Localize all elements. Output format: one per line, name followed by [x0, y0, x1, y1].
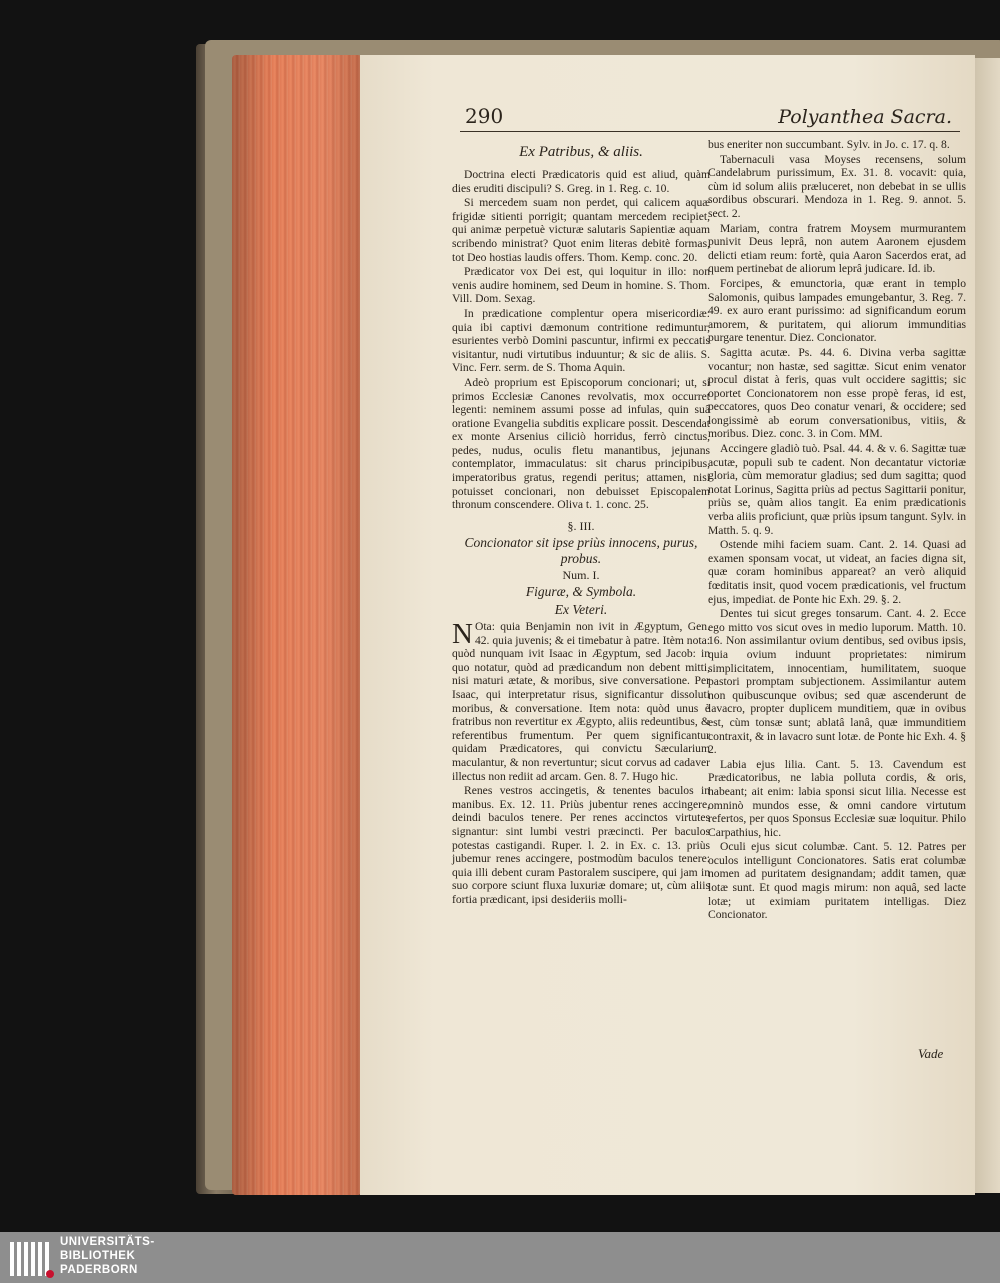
running-title: Polyanthea Sacra. [778, 106, 952, 128]
paragraph: In prædicatione complentur opera misericordiæ: quia ibi captivi dæmonum contritione redimuntur, esurientes verbò Domini pascuntur, infirmi ex peccatis visitantur, nudi virtutibus induuntur; & sic de aliis. S. Vinc. Ferr. serm. de S. Thoma Aquin. [452, 306, 710, 375]
section-number: §. III. [567, 518, 595, 533]
paragraph: Ostende mihi faciem suam. Cant. 2. 14. Quasi ad examen sponsam vocat, ut videat, an facies digna sit, quæ coram hominibus appareat? an verò aliquid fœditatis insit, quod vocem prædicationis, vel fructum ejus, impediat. de Ponte hic Exh. 29. §. 2. [708, 538, 966, 606]
paragraph: Tabernaculi vasa Moyses recensens, solum Candelabrum purissimum, Ex. 31. 8. vocavit: quia, cùm id solum aliis præluceret, non debebat in se ullis sordibus obscurari. Mendoza in 1. Reg. 9. annot. 5. sect. 2. [708, 152, 966, 220]
paragraph: Doctrina electi Prædicatoris quid est aliud, quàm dies eruditi discipuli? S. Greg. in 1. Reg. c. 10. [452, 168, 710, 195]
paragraph: bus eneriter non succumbant. Sylv. in Jo. c. 17. q. 8. [708, 138, 950, 151]
paragraph: Labia ejus lilia. Cant. 5. 13. Cavendum est Prædicatoribus, ne labia polluta cordis, & oris, habeant; ait enim: labia sponsi sicut lilia. Necesse est omninò mundos esse, & omni candore virtutum refertos, per quos Sponsus Ecclesiæ suæ loquitur. Philo Carpathius, hic. [708, 757, 966, 839]
page-number: 290 [465, 104, 504, 128]
ex-veteri-heading: Ex Veteri. [554, 602, 608, 618]
library-footer [0, 1232, 1000, 1283]
library-name-line: BIBLIOTHEK [60, 1250, 136, 1262]
section-heading: Ex Patribus, & aliis. [519, 144, 643, 160]
figurae-heading: Figuræ, & Symbola. [525, 584, 637, 600]
paragraph: Forcipes, & emunctoria, quæ erant in templo Salomonis, quibus lampades emungebantur, 3. Reg. 7. 49. ex auro erant purissimo: ad significandum eorum amorem, & puritatem, qui aliorum immunditias purgare tenentur. Diez. Concionator. [708, 276, 966, 345]
num-label: Num. I. [562, 568, 600, 583]
page-header [460, 104, 960, 130]
paragraph: Si mercedem suam non perdet, qui calicem aquæ frigidæ sitienti porrigit; quantam mercedem recipiet, qui animæ perpetuè victuræ salutaris Sapientiæ aquam scribendo ministrat? Quot enim literas debitè formas, tot Deo hostias laudis offers. Thom. Kemp. conc. 20. [452, 196, 710, 264]
paragraph: Prædicator vox Dei est, qui loquitur in illo: non venis audire hominem, sed Deum in homine. S. Thom. Vill. Dom. Sexag. [452, 265, 710, 306]
facing-page-edge [975, 58, 1000, 1193]
paragraph-text: Ota: quia Benjamin non ivit in Ægyptum, Gen. 42. quia juvenis; & ei timebatur à patre. Itèm nota: quòd nunquam ivit Isaac in Ægyptum, sed Jacob: in quo notatur, quòd ad prædicandum non debent mitti, nisi maturi ætate, & moribus, sive conversatione. Per Isaac, qui interpretatur risus, significantur dissoluti moribus, & conversatione. Item nota: quòd unus è fratribus non revertitur ex Ægypto, aliis redeuntibus, & referentibus frumentum. Per quem significantur quidam Prædicatores, qui convictu Sæcularium maculantur, & non revertuntur; sicut corvus ad cadaver illectus non rediit ad arcam. Gen. 8. 7. Hugo hic. [452, 620, 710, 783]
header-rule [460, 131, 960, 132]
library-logo-icon [8, 1236, 56, 1280]
paragraph: Dentes tui sicut greges tonsarum. Cant. 4. 2. Ecce ego mitto vos sicut oves in medio luporum. Matth. 10. 16. Non assimilantur ovium dentibus, sed ovibus ipsis, quia ovium induunt proprietates: nimirum simplicitatem, innocentiam, humilitatem, suoque pastori promptam subjectionem. Assimilantur autem non quibuscunque ovibus; sed quæ ascenderunt de lavacro, propter duplicem munditiem, quæ in ovibus est, cùm tonsæ sunt; ablatâ lanâ, quæ immunditiem contraxit, & in lavacro sunt lotæ. de Ponte hic Exh. 4. § 2. [708, 607, 966, 757]
paragraph: Mariam, contra fratrem Moysem murmurantem punivit Deus leprâ, non autem Aaronem ejusdem delicti etiam reum: fortè, quia Aaron Sacerdos erat, ad quem pertinebat de aliorum leprâ judicare. Id. ib. [708, 221, 966, 276]
paragraph: Accingere gladiò tuò. Psal. 44. 4. & v. 6. Sagittæ tuæ acutæ, populi sub te cadent. Non decantatur victoriæ gloria, cùm memoratur gladius; sed dum sagitta; quod notat Lorinus, Sagitta priùs ad pectus Sagittarii ponitur, priùs se, quàm alios tangit. Ea enim prædicationis verba aliis proficiunt, quæ priùs ipsum tangunt. Sylv. in Matth. 5. q. 9. [708, 442, 966, 537]
library-name-line: PADERBORN [60, 1264, 138, 1276]
library-name-line: UNIVERSITÄTS- [60, 1236, 155, 1248]
paragraph: Sagitta acutæ. Ps. 44. 6. Divina verba sagittæ vocantur; non hastæ, sed sagittæ. Sicut enim venator procul distat à feris, quas vult occidere sagittis; sic oportet Concionatorem non esse propè feras, id est, peccatores, quos Deo conatur venari, & occidere; sed longissimè ab eorum conversationibus, vitiis, & moribus. Diez. conc. 3. in Com. MM. [708, 345, 966, 441]
paragraph-with-dropcap [452, 620, 710, 783]
library-name [60, 1235, 155, 1277]
catchword: Vade [918, 1046, 944, 1061]
paragraph: Adeò proprium est Episcoporum concionari; ut, si primos Ecclesiæ Canones revolvatis, mox occurret legenti: neminem assumi posse ad infulas, quin suâ oratione Evangelia subditis explicare possit. Descendat ex monte Arsenius ciliciò horridus, ferrò cinctus, pedes, nudus, oculis fletu manantibus, jejunans contemplator, immaculatus: sit charus principibus, imperatoribus gratus, regendi peritus; attamen, nisi potuisset concionari, non debuisset Episcopalem thronum conscendere. Oliva t. 1. conc. 25. [452, 375, 710, 512]
drop-cap: N [452, 618, 473, 651]
left-column [452, 138, 710, 908]
paragraph: Renes vestros accingetis, & tenentes baculos in manibus. Ex. 12. 11. Priùs jubentur renes accingere, deindi baculos tenere. Per renes accinctos virtutes signantur: sint lumbi vestri præcincti. Per baculos potestas castigandi. Ruper. l. 2. in Ex. c. 13. priùs jubemur renes accingere, postmodùm baculos tenere: quia illi debent curam Pastoralem suscipere, qui jam in suo corpore sciunt fluxa luxuriæ domare; ut, cùm aliis fortia prædicant, ipsi desideriis molli- [452, 784, 710, 906]
right-column [708, 138, 966, 923]
section-title: Concionator sit ipse priùs innocens, purus, probus. [464, 535, 698, 567]
paragraph: Oculi ejus sicut columbæ. Cant. 5. 12. Patres per oculos intelligunt Concionatores. Satis erat columbæ nomen ad puritatem designandam; addit tamen, quæ lotæ sunt. Et quod magis mirum: non aquâ, sed lacte lotæ; ut eximiam puritatem intelligas. Diez Concionator. [708, 840, 966, 922]
page-edge-shading [232, 55, 362, 1195]
